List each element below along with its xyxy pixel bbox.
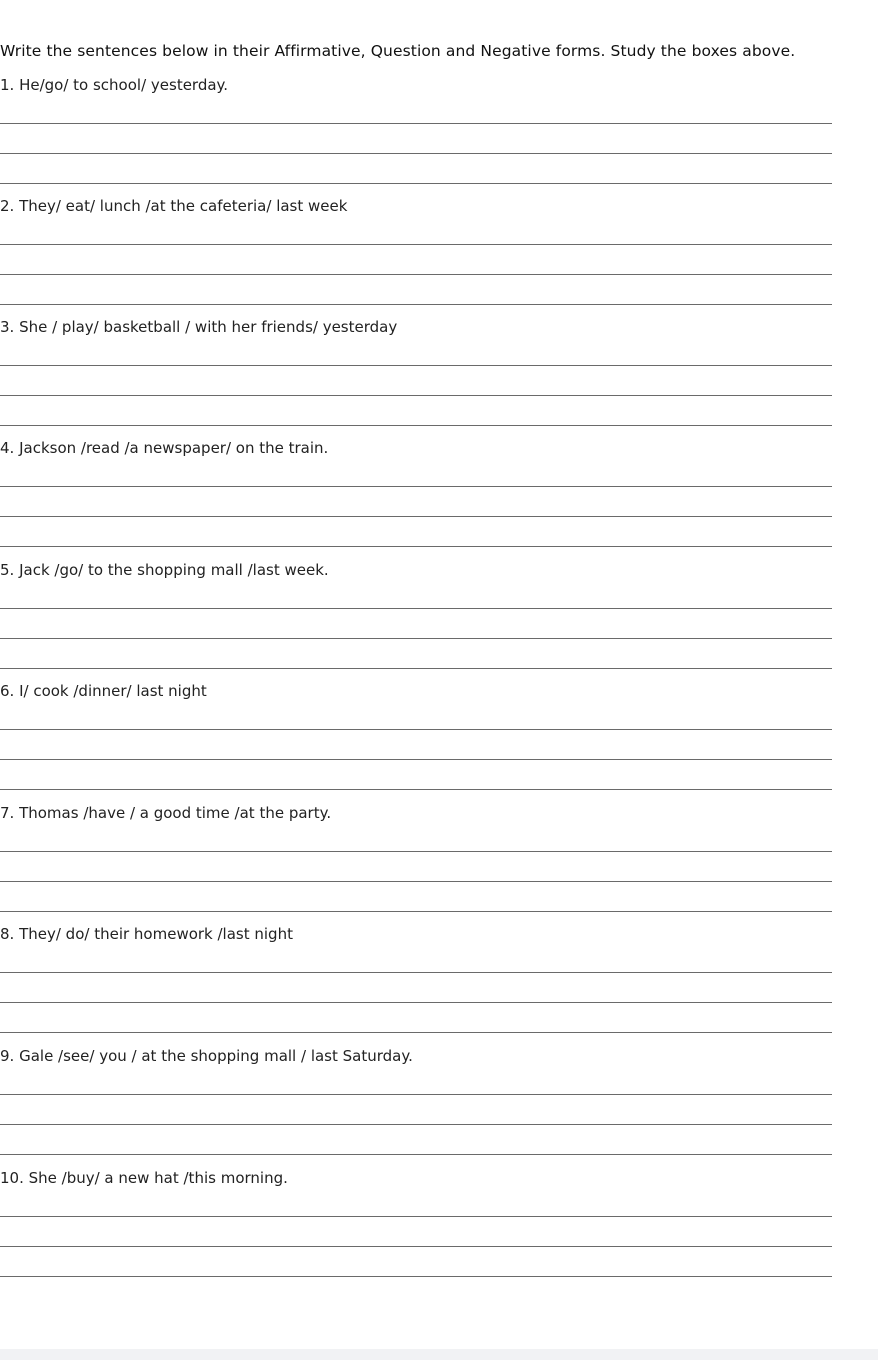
answer-line[interactable] xyxy=(0,274,832,275)
exercise-item-4 xyxy=(0,439,878,560)
exercise-prompt: 2. They/ eat/ lunch /at the cafeteria/ last week xyxy=(0,197,348,215)
exercise-prompt: 6. I/ cook /dinner/ last night xyxy=(0,682,207,700)
answer-line[interactable] xyxy=(0,153,832,154)
answer-line[interactable] xyxy=(0,546,832,547)
answer-line[interactable] xyxy=(0,759,832,760)
exercise-item-1 xyxy=(0,76,878,197)
answer-line[interactable] xyxy=(0,1216,832,1217)
exercise-item-2 xyxy=(0,197,878,318)
exercise-prompt: 4. Jackson /read /a newspaper/ on the train. xyxy=(0,439,329,457)
answer-line[interactable] xyxy=(0,244,832,245)
answer-line[interactable] xyxy=(0,123,832,124)
exercise-prompt: 8. They/ do/ their homework /last night xyxy=(0,925,293,943)
answer-line[interactable] xyxy=(0,425,832,426)
answer-line[interactable] xyxy=(0,1032,832,1033)
exercise-prompt: 9. Gale /see/ you / at the shopping mall / last Saturday. xyxy=(0,1047,413,1065)
exercise-item-7 xyxy=(0,804,878,925)
answer-line[interactable] xyxy=(0,881,832,882)
exercise-item-9 xyxy=(0,1047,878,1168)
answer-line[interactable] xyxy=(0,789,832,790)
answer-line[interactable] xyxy=(0,486,832,487)
exercise-prompt: 5. Jack /go/ to the shopping mall /last week. xyxy=(0,561,329,579)
page-bottom-strip xyxy=(0,1349,878,1360)
answer-line[interactable] xyxy=(0,183,832,184)
answer-line[interactable] xyxy=(0,911,832,912)
answer-line[interactable] xyxy=(0,668,832,669)
exercise-item-8 xyxy=(0,925,878,1046)
answer-line[interactable] xyxy=(0,1276,832,1277)
exercise-prompt: 10. She /buy/ a new hat /this morning. xyxy=(0,1169,288,1187)
answer-line[interactable] xyxy=(0,729,832,730)
exercise-item-3 xyxy=(0,318,878,439)
answer-line[interactable] xyxy=(0,1124,832,1125)
exercise-prompt: 1. He/go/ to school/ yesterday. xyxy=(0,76,229,94)
answer-line[interactable] xyxy=(0,972,832,973)
answer-line[interactable] xyxy=(0,851,832,852)
answer-line[interactable] xyxy=(0,1154,832,1155)
exercise-prompt: 3. She / play/ basketball / with her friends/ yesterday xyxy=(0,318,398,336)
exercise-prompt: 7. Thomas /have / a good time /at the party. xyxy=(0,804,332,822)
answer-line[interactable] xyxy=(0,365,832,366)
answer-line[interactable] xyxy=(0,1094,832,1095)
exercise-item-6 xyxy=(0,682,878,803)
answer-line[interactable] xyxy=(0,1246,832,1247)
answer-line[interactable] xyxy=(0,304,832,305)
instruction-text: Write the sentences below in their Affirmative, Question and Negative forms. Study the boxes above. xyxy=(0,42,796,60)
answer-line[interactable] xyxy=(0,395,832,396)
exercise-item-5 xyxy=(0,561,878,682)
answer-line[interactable] xyxy=(0,516,832,517)
answer-line[interactable] xyxy=(0,608,832,609)
exercise-item-10 xyxy=(0,1169,878,1290)
answer-line[interactable] xyxy=(0,638,832,639)
answer-line[interactable] xyxy=(0,1002,832,1003)
